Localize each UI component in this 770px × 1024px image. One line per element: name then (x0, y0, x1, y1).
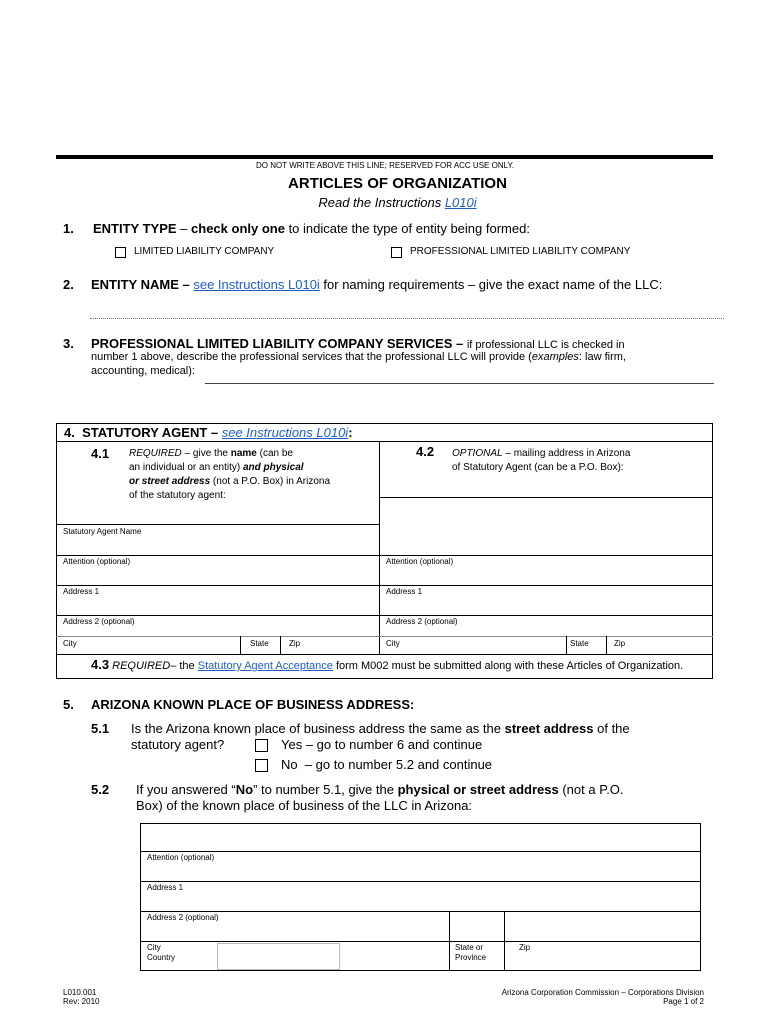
s4-state-zip-l (280, 636, 281, 654)
item-4-2-c: of Statutory Agent (can be a P.O. Box): (452, 462, 624, 473)
s5-row-attention (140, 851, 701, 852)
address1-left-field[interactable] (57, 596, 378, 614)
agent-acceptance-link[interactable]: Statutory Agent Acceptance (197, 660, 333, 672)
item-5-2-number: 5.2 (91, 782, 110, 797)
item-4-3-b: – the (170, 660, 198, 672)
s4-state-zip-r (606, 636, 607, 654)
section-3-number: 3. (63, 336, 74, 351)
instructions-link[interactable]: L010i (444, 195, 477, 210)
reserved-divider (56, 155, 713, 159)
item-5-1-b: street address (504, 721, 594, 736)
item-4-1-h: (not a P.O. Box) in Arizona (210, 476, 331, 487)
known-place-name-field[interactable] (141, 824, 700, 850)
item-5-1-a: Is the Arizona known place of business address the same as the (131, 721, 505, 736)
pllc-checkbox[interactable] (391, 247, 402, 258)
item-5-1-text (131, 721, 630, 736)
section-3-line3: accounting, medical): (91, 365, 195, 377)
item-4-3 (91, 657, 683, 672)
item-5-2-d: physical or street address (397, 782, 559, 797)
item-5-1-d: statutory agent? (131, 737, 225, 752)
attention-right-field[interactable] (380, 566, 712, 584)
pllc-label: PROFESSIONAL LIMITED LIABILITY COMPANY (410, 246, 631, 257)
form-revision: Rev: 2010 (63, 997, 100, 1006)
item-4-2-optional: OPTIONAL (452, 448, 503, 459)
s4-row-43 (56, 654, 713, 655)
section-4-colon: : (348, 425, 353, 440)
item-4-2-number: 4.2 (416, 444, 435, 459)
item-4-2-text (452, 447, 707, 475)
item-4-1-g: or street address (129, 476, 211, 487)
item-4-1-e: an individual or an entity) (129, 462, 243, 473)
address2-right-label: Address 2 (optional) (386, 617, 458, 626)
s5-city-state (449, 911, 450, 971)
section-4-title: STATUTORY AGENT – (82, 425, 222, 440)
s5-zip-label: Zip (519, 943, 531, 952)
item-4-3-c: form M002 must be submitted along with these Articles of Organization. (332, 660, 684, 672)
s5-address1-label: Address 1 (147, 883, 184, 892)
item-4-3-number: 4.3 (91, 657, 110, 672)
item-4-1-d: (can be (256, 448, 293, 459)
section-5-number: 5. (63, 697, 74, 712)
section-3-line2c: : law firm, (578, 351, 626, 363)
item-5-2-text (136, 782, 624, 797)
item-4-1-f: and physical (242, 462, 304, 473)
s4-city-state-r (566, 636, 567, 654)
item-4-1-i: of the statutory agent: (129, 490, 226, 501)
s5-row-city (140, 941, 701, 942)
s5-row-addr2 (140, 911, 701, 912)
item-4-1-b: – give the (181, 448, 231, 459)
s4-city-state-l (240, 636, 241, 654)
section-4-heading (64, 425, 353, 440)
reserved-notice: DO NOT WRITE ABOVE THIS LINE; RESERVED FOR ACC USE ONLY. (256, 161, 514, 170)
read-instructions (0, 195, 770, 210)
section-1-bold: check only one (191, 221, 285, 236)
agent-name-label: Statutory Agent Name (63, 527, 142, 536)
mailing-field[interactable] (380, 498, 712, 554)
zip-right-label: Zip (614, 639, 626, 648)
statutory-agent-name-field[interactable] (57, 500, 378, 523)
section-3-heading (91, 336, 625, 351)
s4-row-attention (56, 555, 713, 556)
read-instructions-text: Read the Instructions (318, 195, 445, 210)
section-1-dash: – (176, 221, 192, 236)
s4-header-divider (56, 441, 713, 442)
section-2-number: 2. (63, 277, 74, 292)
item-4-1-required: REQUIRED (129, 448, 182, 459)
attention-left-label: Attention (optional) (63, 557, 131, 566)
section-3-title: PROFESSIONAL LIMITED LIABILITY COMPANY SERVICES – (91, 336, 467, 351)
section-4-link[interactable]: see Instructions L010i (221, 425, 349, 440)
address1-left-label: Address 1 (63, 587, 100, 596)
address1-right-field[interactable] (380, 596, 712, 614)
yes-checkbox[interactable] (255, 739, 268, 752)
section-2-rest: for naming requirements – give the exact name of the LLC: (319, 277, 663, 292)
section-1-number: 1. (63, 221, 74, 236)
section-4-number: 4. (64, 425, 75, 440)
item-4-1-name: name (230, 448, 257, 459)
s4-row-city (56, 636, 713, 637)
s5-city-label: City (147, 943, 161, 952)
section-1-rest: to indicate the type of entity being formed: (284, 221, 530, 236)
footer-page-number: Page 1 of 2 (663, 997, 704, 1006)
section-3-line2 (91, 351, 626, 363)
address1-right-label: Address 1 (386, 587, 423, 596)
s4-row-addr1 (56, 585, 713, 586)
item-5-2-b: No (235, 782, 254, 797)
state-left-label: State (250, 639, 269, 648)
city-right-label: City (386, 639, 400, 648)
section-1-heading (93, 221, 530, 236)
item-4-1-text (129, 447, 374, 503)
footer-organization: Arizona Corporation Commission – Corporations Division (501, 988, 704, 997)
section-3-line1: if professional LLC is checked in (466, 339, 625, 351)
section-2-title: ENTITY NAME – (91, 277, 194, 292)
entity-name-field[interactable] (90, 318, 724, 319)
s5-attention-label: Attention (optional) (147, 853, 215, 862)
item-5-2-f: Box) of the known place of business of the LLC in Arizona: (136, 798, 473, 813)
attention-left-field[interactable] (57, 566, 378, 584)
city-left-label: City (63, 639, 77, 648)
no-label: No – go to number 5.2 and continue (281, 757, 493, 772)
s5-state-zip (504, 911, 505, 971)
zip-left-label: Zip (289, 639, 301, 648)
s5-country-label: Country (147, 953, 176, 962)
s4-left-name-top (56, 524, 379, 525)
state-right-label: State (570, 639, 589, 648)
item-5-1-number: 5.1 (91, 721, 110, 736)
section-5-title: ARIZONA KNOWN PLACE OF BUSINESS ADDRESS: (91, 697, 415, 712)
item-5-2-c: ” to number 5.1, give the (253, 782, 398, 797)
address2-left-label: Address 2 (optional) (63, 617, 135, 626)
section-1-title: ENTITY TYPE (93, 221, 177, 236)
item-5-1-c: of the (593, 721, 630, 736)
llc-label: LIMITED LIABILITY COMPANY (134, 246, 275, 257)
section-2-heading (91, 277, 662, 292)
country-field[interactable] (217, 943, 340, 970)
section-3-line2b: examples (531, 351, 579, 363)
yes-label: Yes – go to number 6 and continue (281, 737, 483, 752)
professional-services-field[interactable] (205, 383, 714, 384)
item-5-2-e: (not a P.O. (558, 782, 624, 797)
page-title: ARTICLES OF ORGANIZATION (288, 175, 507, 192)
form-code: L010.001 (63, 988, 97, 997)
item-5-2-a: If you answered “ (136, 782, 236, 797)
llc-checkbox[interactable] (115, 247, 126, 258)
s4-row-addr2 (56, 615, 713, 616)
item-4-1-number: 4.1 (91, 446, 110, 461)
attention-right-label: Attention (optional) (386, 557, 454, 566)
no-checkbox[interactable] (255, 759, 268, 772)
s5-row-addr1 (140, 881, 701, 882)
s5-address2-label: Address 2 (optional) (147, 913, 219, 922)
item-4-3-required: REQUIRED (112, 660, 171, 672)
section-3-line2a: number 1 above, describe the professional services that the professional LLC will provide ( (91, 351, 532, 363)
item-4-2-b: – mailing address in Arizona (502, 448, 631, 459)
s5-state-label: State or (455, 943, 484, 952)
s5-province-label: Province (455, 953, 487, 962)
section-2-link[interactable]: see Instructions L010i (193, 277, 320, 292)
